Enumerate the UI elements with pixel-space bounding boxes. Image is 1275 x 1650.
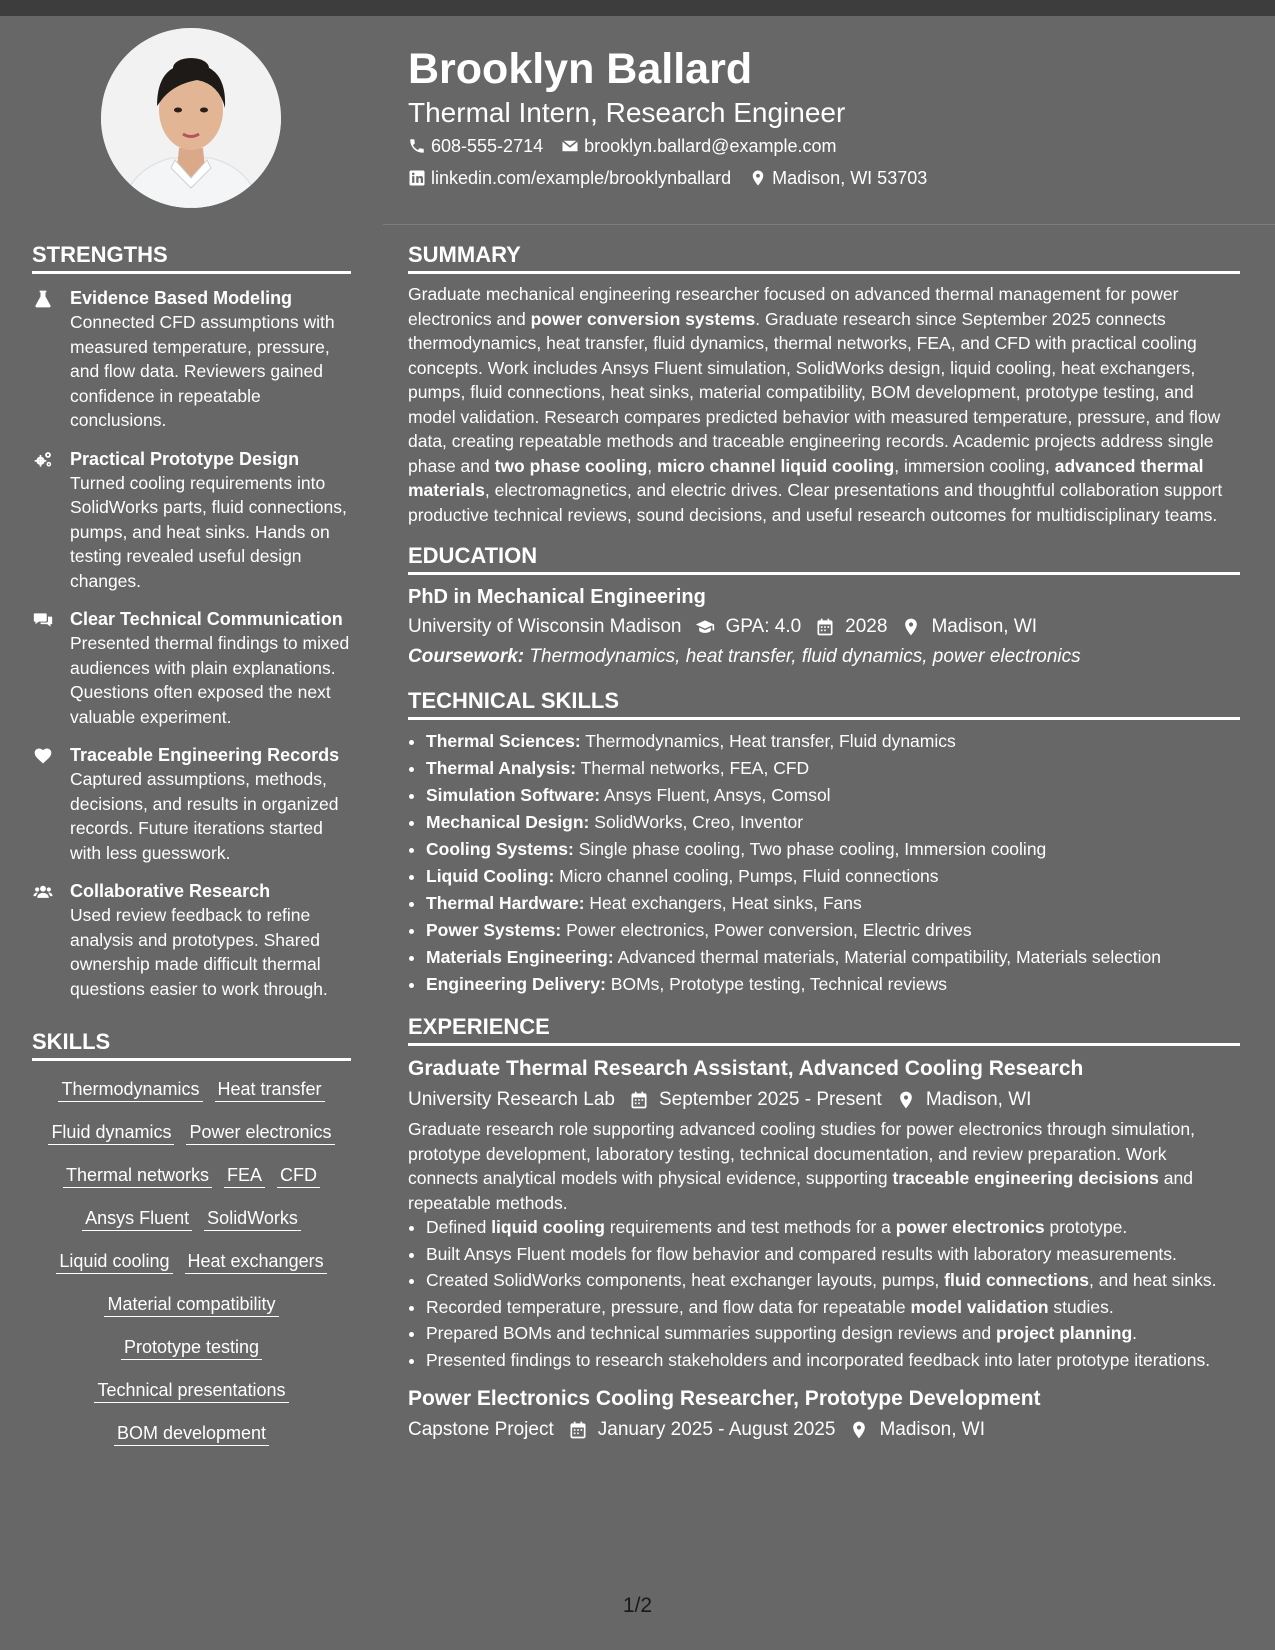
technical-skills-list (408, 728, 1240, 998)
strength-item (32, 286, 351, 433)
summary-text (408, 282, 1240, 527)
skill-tag-row (32, 1335, 351, 1360)
strength-title: Clear Technical Communication (70, 609, 343, 629)
job-description (408, 1117, 1240, 1215)
skill-tag: Technical presentations (94, 1378, 288, 1403)
coursework (408, 642, 1240, 672)
users-icon (32, 882, 54, 902)
calendar-icon (629, 1090, 649, 1110)
main-content (408, 240, 1240, 1445)
map-marker-icon (901, 617, 921, 637)
strength-title: Traceable Engineering Records (70, 745, 340, 765)
strength-description: Presented thermal findings to mixed audiences with plain explanations. Questions often exposed the next valuable experiment. (70, 633, 350, 727)
skill-tag-row (32, 1249, 351, 1274)
strength-title: Practical Prototype Design (70, 448, 300, 469)
email-address[interactable]: brooklyn.ballard@example.com (584, 136, 837, 156)
emphasis-text: advanced thermal materials (408, 455, 1204, 500)
flask-icon (32, 289, 54, 309)
contact-row-2 (408, 162, 1238, 194)
job-organization: Capstone Project (408, 1419, 554, 1440)
skill-tag: Prototype testing (121, 1335, 262, 1360)
skill-category: Mechanical Design: (426, 812, 590, 832)
technical-skill-item (426, 755, 1240, 782)
strength-item (32, 447, 351, 594)
job-title: Graduate Thermal Research Assistant, Advanced Cooling Research (408, 1057, 1084, 1080)
text-run: Recorded temperature, pressure, and flow data for repeatable (426, 1296, 911, 1317)
linkedin-icon (408, 169, 426, 187)
emphasis-text: traceable engineering decisions (892, 1168, 1159, 1188)
strengths-heading: STRENGTHS (32, 240, 351, 274)
skill-tag: Thermal networks (63, 1163, 212, 1188)
skill-category: Cooling Systems: (426, 839, 574, 859)
linkedin-url[interactable]: linkedin.com/example/brooklynballard (431, 168, 732, 188)
text-run: Graduate mechanical engineering researcher focused on advanced thermal management for power electronics and (408, 284, 1179, 329)
skill-category: Power Systems: (426, 920, 562, 940)
text-run: and repeatable methods. (408, 1168, 1193, 1213)
skill-values: Power electronics, Power conversion, Electric drives (566, 920, 972, 940)
skill-tag: Thermodynamics (58, 1077, 202, 1102)
job-bullet (426, 1321, 1240, 1346)
skill-tag: Power electronics (186, 1120, 334, 1145)
gpa-value: GPA: 4.0 (725, 616, 802, 637)
job-dates: January 2025 - August 2025 (597, 1419, 836, 1440)
emphasis-text: fluid connections (944, 1270, 1090, 1290)
emphasis-text: liquid cooling (491, 1217, 605, 1237)
emphasis-text: power electronics (895, 1217, 1045, 1237)
strength-item (32, 743, 351, 865)
technical-skills-heading: TECHNICAL SKILLS (408, 686, 1240, 720)
job-bullets (408, 1215, 1240, 1372)
job-bullet (426, 1215, 1240, 1240)
skill-category: Thermal Analysis: (426, 758, 577, 778)
envelope-icon (561, 137, 579, 155)
map-marker-icon (896, 1090, 916, 1110)
text-run: , immersion cooling, (894, 455, 1055, 476)
map-marker-icon (749, 169, 767, 187)
skill-tag: SolidWorks (204, 1206, 301, 1231)
skill-values: Thermal networks, FEA, CFD (580, 758, 810, 778)
skill-values: Thermodynamics, Heat transfer, Fluid dynamics (585, 731, 956, 751)
strength-title: Evidence Based Modeling (70, 288, 293, 308)
comments-icon (32, 610, 54, 630)
skill-tag-row (32, 1077, 351, 1102)
summary-heading: SUMMARY (408, 240, 1240, 274)
phone-icon (408, 137, 426, 155)
skill-tag-row (32, 1421, 351, 1446)
strength-description: Turned cooling requirements into SolidWorks parts, fluid connections, pumps, and heat sinks. Hands on testing revealed useful design changes. (70, 472, 347, 591)
email-item[interactable] (561, 130, 836, 162)
graduation-cap-icon (695, 617, 715, 637)
phone-number: 608-555-2714 (431, 136, 544, 156)
job-dates: September 2025 - Present (658, 1089, 882, 1110)
skill-tag: Heat transfer (215, 1077, 325, 1102)
job-meta (408, 1084, 1240, 1115)
header-divider (383, 224, 1275, 225)
heart-icon (32, 746, 54, 766)
job-title: Power Electronics Cooling Researcher, Prototype Development (408, 1387, 1041, 1410)
job-dates-item (629, 1084, 882, 1115)
job-entry (408, 1054, 1240, 1372)
education-location: Madison, WI (931, 616, 1038, 637)
text-run: requirements and test methods for a (604, 1217, 896, 1237)
education-heading: EDUCATION (408, 541, 1240, 575)
skill-values: Heat exchangers, Heat sinks, Fans (589, 893, 862, 913)
contact-row-1 (408, 130, 1238, 162)
skill-category: Materials Engineering: (426, 947, 614, 967)
skill-tag: Material compatibility (104, 1292, 278, 1317)
degree-name: PhD in Mechanical Engineering (408, 586, 706, 608)
skill-category: Engineering Delivery: (426, 974, 606, 994)
job-bullet (426, 1295, 1240, 1320)
skill-values: BOMs, Prototype testing, Technical reviews (610, 974, 948, 994)
text-run: . Graduate research since September 2025 connects thermodynamics, heat transfer, fluid dynamics, thermal networks, FEA, and CFD with practical cooling concepts. Work includes Ansys Fluent simulation, SolidWorks design, liquid cooling, heat exchangers, pumps, fluid connections, heat sinks, material compatibility, BOM development, prototype testing, and model validation. Research compares predicted behavior with measured temperature, pressure, and flow data, creating repeatable methods and traceable engineering records. Academic projects address single phase and (408, 308, 1221, 476)
resume-header (408, 42, 1238, 194)
text-run: , electromagnetics, and electric drives. Clear presentations and thoughtful collaboration support productive technical reviews, sound decisions, and useful research outcomes for multidisciplinary teams. (408, 480, 1223, 525)
text-run: Graduate research role supporting advanced cooling studies for power electronics through simulation, prototype development, laboratory testing, technical documentation, and review preparation. Work connects analytical models with physical evidence, supporting (408, 1119, 1195, 1188)
skill-tag-row (32, 1292, 351, 1317)
strength-item (32, 607, 351, 729)
skill-tag: Heat exchangers (185, 1249, 327, 1274)
technical-skill-item (426, 971, 1240, 998)
emphasis-text: model validation (910, 1296, 1049, 1317)
linkedin-item[interactable] (408, 162, 731, 194)
skill-values: Micro channel cooling, Pumps, Fluid connections (559, 866, 939, 886)
avatar-portrait (101, 28, 281, 208)
strengths-list (32, 286, 351, 1001)
calendar-icon (568, 1420, 588, 1440)
skill-tag: CFD (277, 1163, 320, 1188)
strength-item (32, 879, 351, 1001)
phone-item (408, 130, 543, 162)
job-organization: University Research Lab (408, 1089, 615, 1110)
text-run: , and heat sinks. (1089, 1270, 1217, 1290)
text-run: Built Ansys Fluent models for flow behavior and compared results with laboratory measurements. (426, 1243, 1177, 1264)
map-marker-icon (849, 1420, 869, 1440)
candidate-title: Thermal Intern, Research Engineer (408, 97, 846, 128)
technical-skill-item (426, 836, 1240, 863)
school-name: University of Wisconsin Madison (408, 616, 682, 637)
text-run: studies. (1048, 1296, 1114, 1317)
education-meta (408, 611, 1240, 642)
skill-category: Liquid Cooling: (426, 866, 555, 886)
location-item (749, 162, 927, 194)
emphasis-text: power conversion systems (530, 308, 756, 329)
emphasis-text: two phase cooling (494, 455, 648, 476)
job-location: Madison, WI (925, 1089, 1032, 1110)
skill-values: Advanced thermal materials, Material compatibility, Materials selection (617, 947, 1161, 967)
job-meta (408, 1414, 1240, 1445)
job-entry (408, 1384, 1240, 1445)
job-bullet (426, 1268, 1240, 1293)
gpa-item (695, 611, 801, 642)
skill-category: Thermal Sciences: (426, 731, 581, 751)
text-run: Defined (426, 1217, 492, 1237)
skill-tag: Ansys Fluent (82, 1206, 192, 1231)
text-run: Presented findings to research stakeholders and incorporated feedback into later prototype iterations. (426, 1349, 1211, 1370)
experience-heading: EXPERIENCE (408, 1012, 1240, 1046)
technical-skill-item (426, 728, 1240, 755)
skill-category: Simulation Software: (426, 785, 601, 805)
profile-photo (101, 28, 281, 208)
technical-skill-item (426, 890, 1240, 917)
technical-skill-item (426, 809, 1240, 836)
text-run: prototype. (1044, 1217, 1128, 1237)
technical-skill-item (426, 863, 1240, 890)
strength-title: Collaborative Research (70, 881, 271, 901)
calendar-icon (815, 617, 835, 637)
skill-tag-row (32, 1163, 351, 1188)
skill-tag: FEA (224, 1163, 265, 1188)
technical-skill-item (426, 944, 1240, 971)
job-location-item (849, 1414, 985, 1445)
skill-tag-row (32, 1120, 351, 1145)
skill-values: Single phase cooling, Two phase cooling, Immersion cooling (578, 839, 1047, 859)
job-location-item (896, 1084, 1032, 1115)
text-run: Created SolidWorks components, heat exchanger layouts, pumps, (426, 1270, 945, 1290)
skill-values: Ansys Fluent, Ansys, Comsol (603, 785, 831, 805)
job-dates-item (568, 1414, 836, 1445)
strength-description: Used review feedback to refine analysis and prototypes. Shared ownership made difficult thermal questions easier to work through. (70, 905, 328, 999)
strength-description: Captured assumptions, methods, decisions, and results in organized records. Future iterations started with less guesswork. (70, 769, 339, 863)
skills-section (32, 1027, 351, 1446)
skill-category: Thermal Hardware: (426, 893, 585, 913)
text-run: . (1132, 1323, 1138, 1343)
graduation-year: 2028 (845, 616, 888, 637)
technical-skill-item (426, 782, 1240, 809)
location-text: Madison, WI 53703 (772, 168, 928, 188)
skill-tag-row (32, 1378, 351, 1403)
coursework-list: Thermodynamics, heat transfer, fluid dynamics, power electronics (529, 646, 1081, 667)
text-run: Prepared BOMs and technical summaries supporting design reviews and (426, 1323, 997, 1343)
text-run: , (647, 455, 657, 476)
emphasis-text: micro channel liquid cooling (657, 455, 895, 476)
top-bar (0, 0, 1275, 16)
job-bullet (426, 1348, 1240, 1373)
emphasis-text: project planning (996, 1323, 1133, 1343)
job-location: Madison, WI (879, 1419, 986, 1440)
sidebar (32, 240, 351, 1464)
skill-tag: Fluid dynamics (48, 1120, 174, 1145)
coursework-label: Coursework: (408, 646, 525, 667)
job-bullet (426, 1242, 1240, 1267)
strength-description: Connected CFD assumptions with measured temperature, pressure, and flow data. Reviewers gained confidence in repeatable conclusions. (70, 312, 335, 430)
skill-tag: BOM development (114, 1421, 269, 1446)
education-location-item (901, 611, 1037, 642)
skill-tag-row (32, 1206, 351, 1231)
technical-skill-item (426, 917, 1240, 944)
skills-heading: SKILLS (32, 1027, 351, 1061)
skill-values: SolidWorks, Creo, Inventor (594, 812, 804, 832)
graduation-year-item (815, 611, 887, 642)
gears-icon (32, 450, 54, 470)
skill-tag: Liquid cooling (56, 1249, 172, 1274)
page-number: 1/2 (622, 1594, 653, 1617)
candidate-name: Brooklyn Ballard (408, 45, 753, 93)
